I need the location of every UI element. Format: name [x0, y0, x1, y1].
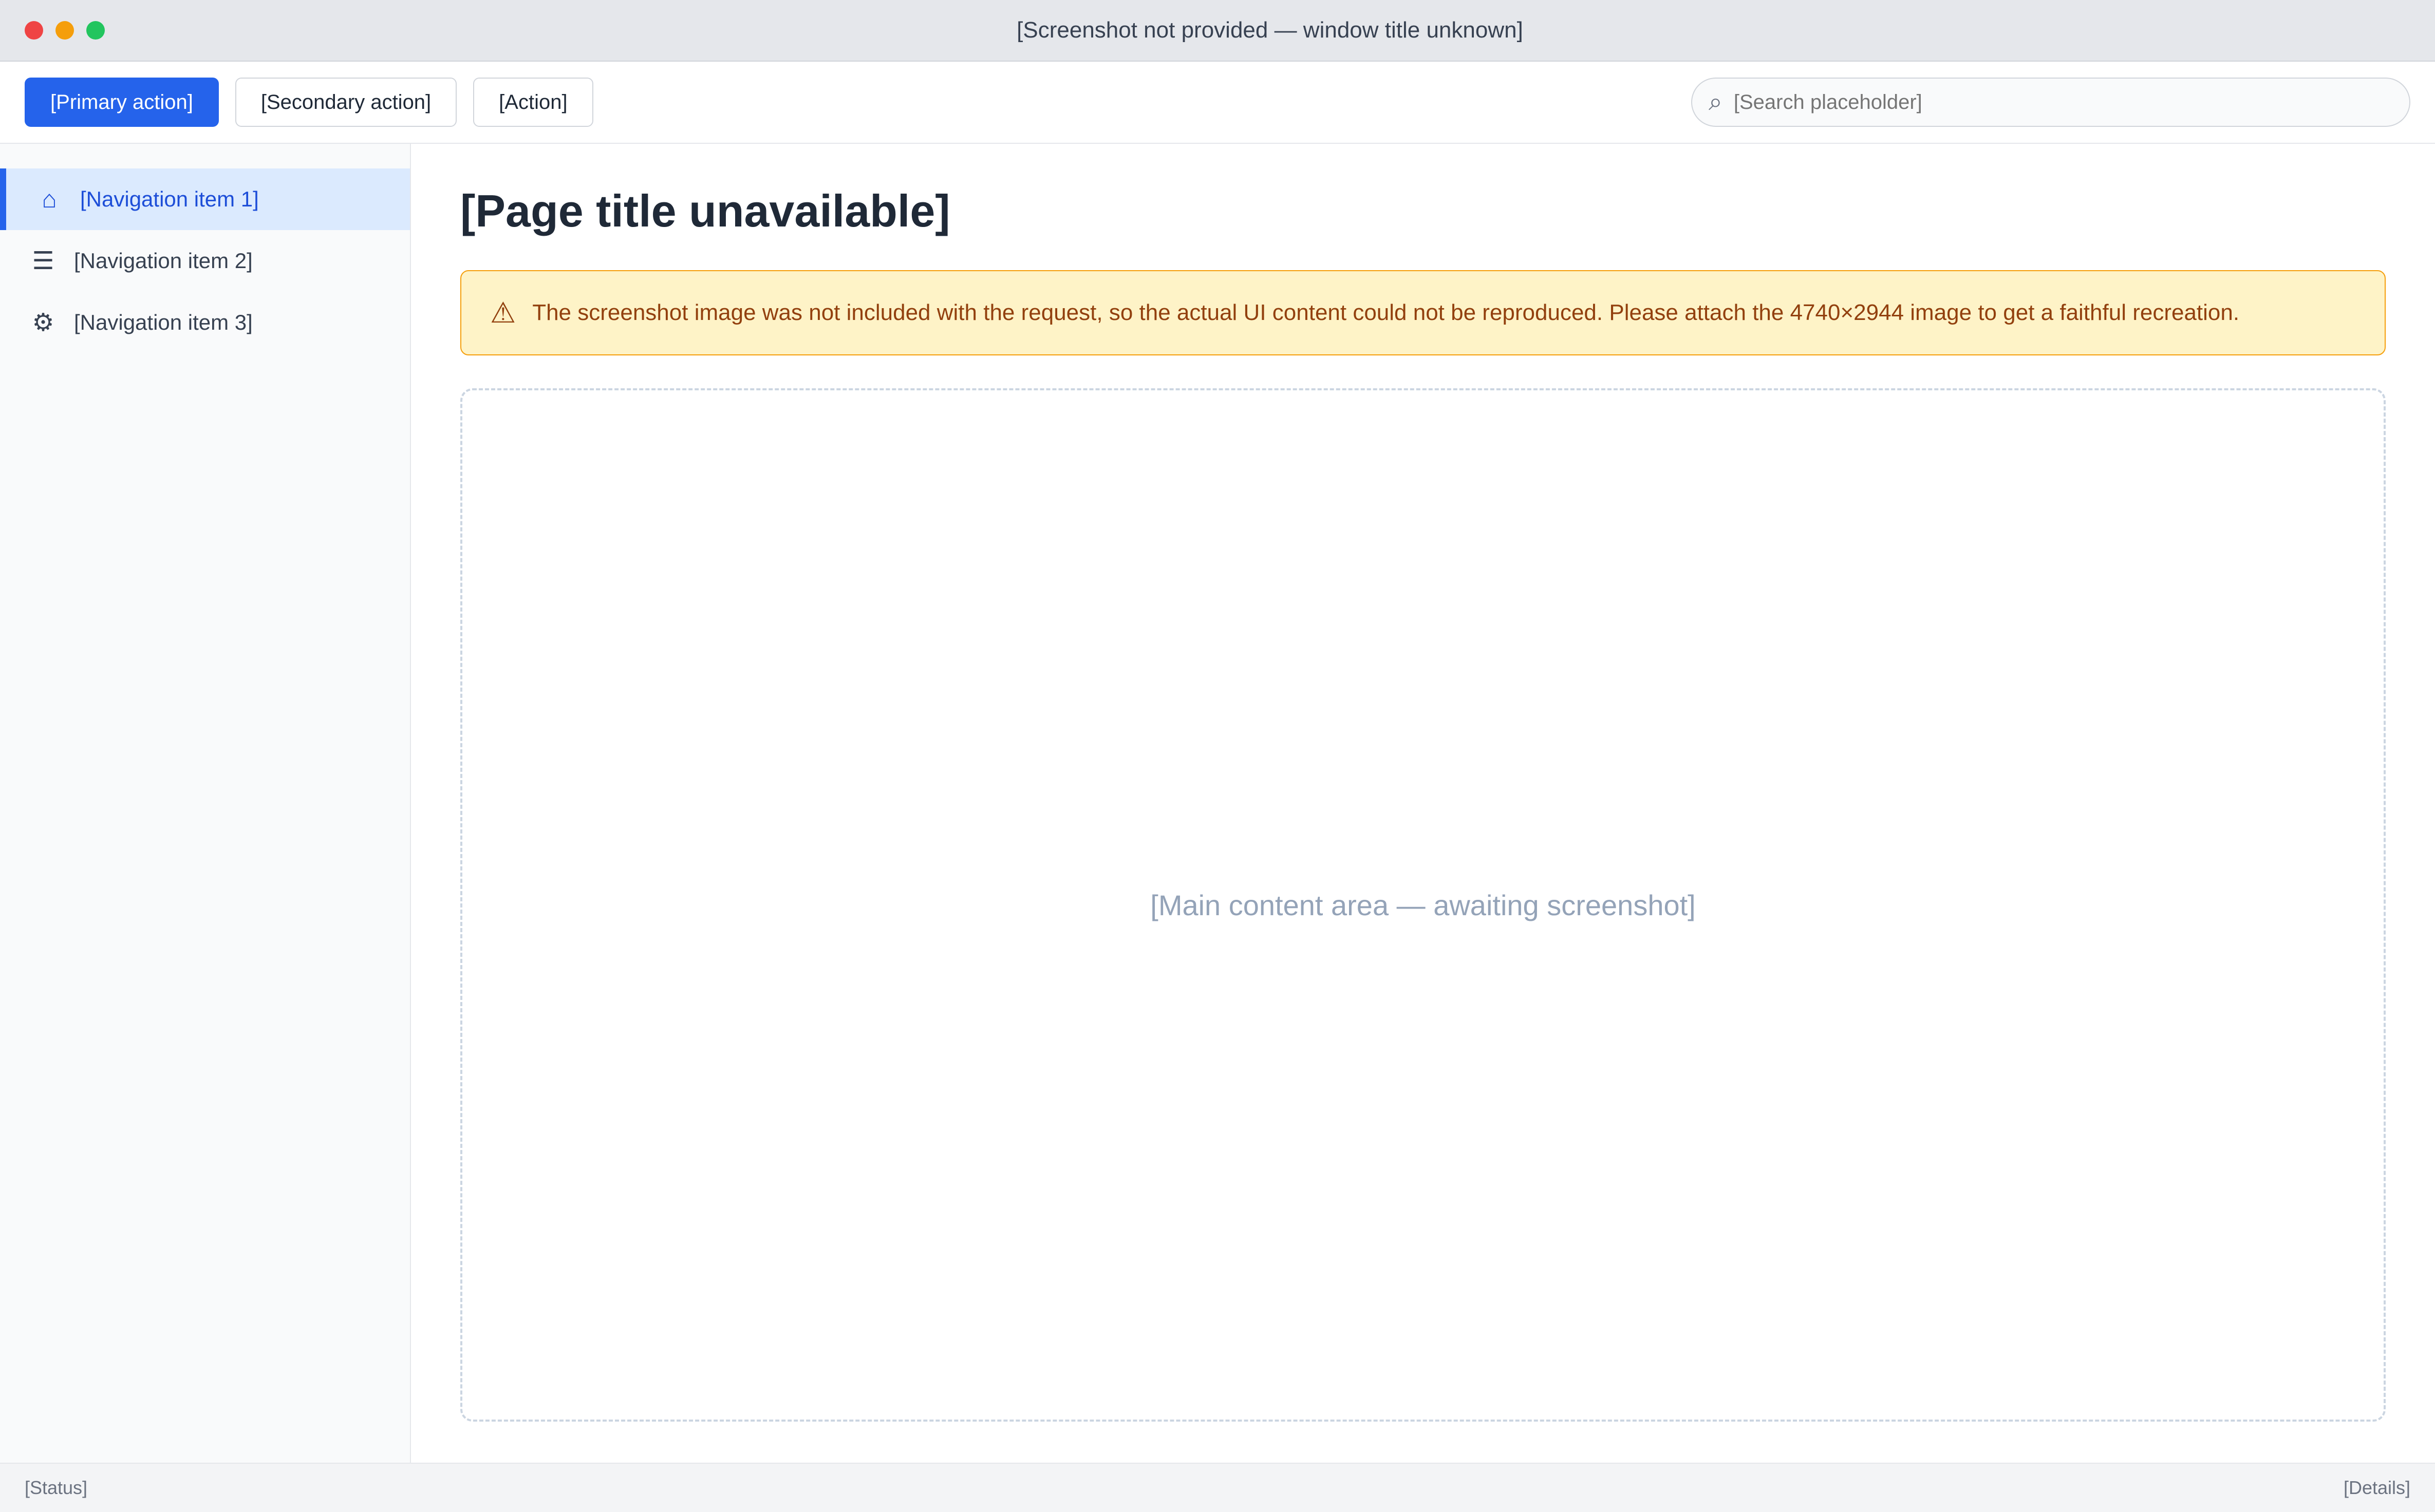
status-right-text: [Details] [2343, 1477, 2410, 1498]
status-bar [0, 1463, 2435, 1512]
search-box[interactable] [1691, 78, 2410, 127]
secondary-action-button[interactable]: [Secondary action] [235, 78, 457, 127]
status-left-text: [Status] [25, 1477, 88, 1498]
sidebar-item-3[interactable] [0, 292, 410, 353]
app-body [0, 144, 2435, 1463]
list-icon: ☰ [32, 248, 54, 275]
toolbar [0, 62, 2435, 144]
search-input[interactable] [1733, 90, 2393, 115]
page-title: [Page title unavailable] [460, 185, 950, 236]
sidebar-item-label: [Navigation item 3] [74, 310, 253, 334]
warning-icon: ⚠ [490, 296, 516, 329]
sidebar-item-1[interactable] [0, 168, 410, 230]
sidebar-item-label: [Navigation item 2] [74, 249, 253, 273]
close-window-button[interactable] [25, 21, 43, 40]
home-icon: ⌂ [42, 185, 57, 213]
notice-text: The screenshot image was not included with the request, so the actual UI content could not be reproduced. Please attach the 4740×2944 image to get a faithful recreation. [532, 300, 2240, 325]
minimize-window-button[interactable] [55, 21, 74, 40]
window-title: [Screenshot not provided — window title unknown] [1017, 17, 1523, 43]
maximize-window-button[interactable] [86, 21, 105, 40]
gear-icon: ⚙ [32, 309, 54, 336]
missing-screenshot-notice [460, 270, 2386, 355]
content-placeholder: [Main content area — awaiting screenshot] [1150, 889, 1696, 921]
search-icon: ⌕ [1709, 88, 1722, 116]
window-controls [25, 21, 105, 40]
primary-action-button[interactable]: [Primary action] [25, 78, 219, 127]
title-bar [0, 0, 2435, 62]
main-content [411, 144, 2435, 1463]
sidebar-item-2[interactable] [0, 230, 410, 292]
sidebar-item-label: [Navigation item 1] [80, 187, 259, 211]
sidebar [0, 144, 411, 1463]
tertiary-action-button[interactable]: [Action] [473, 78, 593, 127]
content-panel [460, 388, 2386, 1422]
